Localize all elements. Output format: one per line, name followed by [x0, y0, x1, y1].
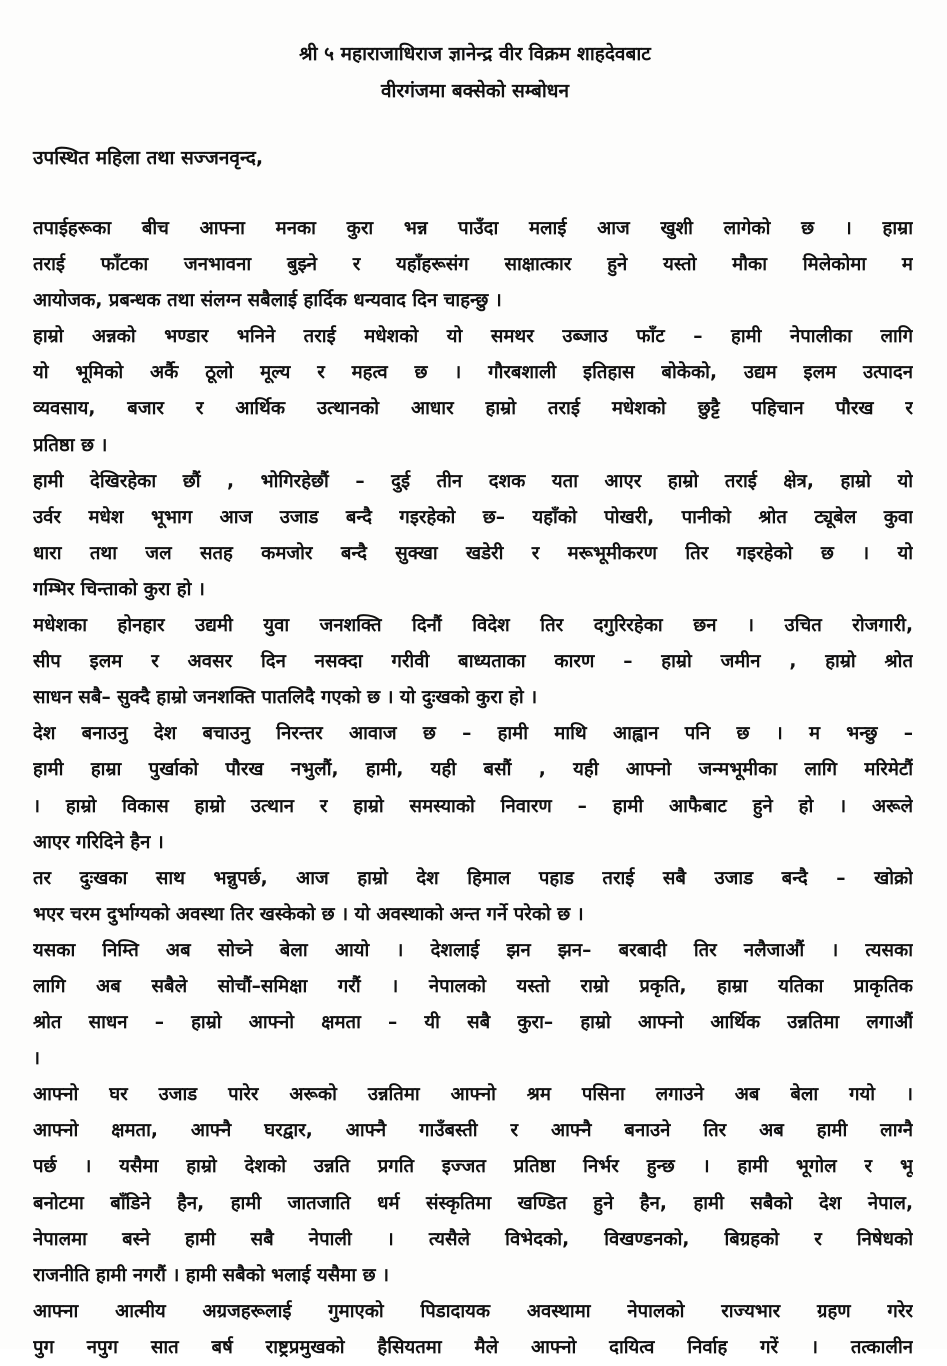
text-line: बनोटमा बाँडिने हैन, हामी जातजाति धर्म संस्कृतिमा खण्डित हुने हैन, हामी सबैको देश नेपाल,: [33, 1192, 913, 1214]
text-line: गम्भिर चिन्ताको कुरा हो ।: [33, 578, 205, 600]
document-title: [60, 36, 890, 110]
text-line: मधेशका होनहार उद्यमी युवा जनशक्ति दिनौं विदेश तिर दगुरिरहेका छन । उचित रोजगारी,: [33, 615, 913, 637]
text-line: सीप इलम र अवसर दिन नसक्दा गरीवी बाध्यताका कारण – हाम्रो जमीन , हाम्रो श्रोत: [33, 651, 913, 673]
text-line: यसका निम्ति अब सोच्ने बेला आयो । देशलाई झन झन– बरबादी तिर नलैजाऔं । त्यसका: [33, 939, 913, 961]
text-line: तपाईहरूका बीच आफ्ना मनका कुरा भन्न पाउँदा मलाई आज खुशी लागेको छ । हाम्रा: [33, 218, 913, 239]
text-line: आयोजक, प्रबन्धक तथा संलग्न सबैलाई हार्दिक धन्यवाद दिन चाहन्छु ।: [33, 290, 502, 312]
text-line: राजनीति हामी नगरौं । हामी सबैको भलाई यसैमा छ ।: [33, 1264, 390, 1286]
text-line: आएर गरिदिने हैन ।: [33, 831, 164, 853]
text-line: देश बनाउनु देश बचाउनु निरन्तर आवाज छ – हामी माथि आह्वान पनि छ । म भन्छु –: [33, 723, 913, 745]
text-line: प्रतिष्ठा छ ।: [33, 434, 108, 456]
text-line: साधन सबै– सुक्दै हाम्रो जनशक्ति पातलिदै गएको छ । यो दुःखको कुरा हो ।: [33, 687, 538, 709]
text-line: आफ्ना आत्मीय अग्रजहरूलाई गुमाएको पिडादायक अवस्थामा नेपालको राज्यभार ग्रहण गरेर: [33, 1300, 913, 1322]
text-line: ।: [33, 1048, 41, 1070]
text-line: नेपालमा बस्ने हामी सबै नेपाली । त्यसैले विभेदको, विखण्डनको, बिग्रहको र निषेधको: [33, 1228, 913, 1250]
text-line: लागि अब सबैले सोचौं–समिक्षा गरौं । नेपालको यस्तो राम्रो प्रकृति, हाम्रा यतिका प्राकृतिक: [33, 975, 913, 997]
text-line: । हाम्रो विकास हाम्रो उत्थान र हाम्रो समस्याको निवारण – हामी आफैबाट हुने हो । अरूले: [33, 795, 913, 817]
text-line: आफ्नो क्षमता, आफ्नै घरद्वार, आफ्नै गाउँबस्ती र आफ्नै बनाउने तिर अब हामी लाग्नै: [33, 1120, 913, 1142]
text-line: आफ्नो घर उजाड पारेर अरूको उन्नतिमा आफ्नो श्रम पसिना लगाउने अब बेला गयो ।: [33, 1084, 913, 1106]
text-line: उर्वर मधेश भूभाग आज उजाड बन्दै गइरहेको छ– यहाँको पोखरी, पानीको श्रोत ट्यूबेल कुवा: [33, 506, 913, 528]
text-line: हामी हाम्रा पुर्खाको पौरख नभुलौं, हामी, यही बसौं , यही आफ्नो जन्मभूमीका लागि मरिमेटौं: [33, 759, 913, 781]
text-line: यो भूमिको अर्कै ठूलो मूल्य र महत्व छ । गौरबशाली इतिहास बोकेको, उद्यम इलम उत्पादन: [33, 362, 913, 384]
text-line: श्रोत साधन – हाम्रो आफ्नो क्षमता – यी सबै कुरा– हाम्रो आफ्नो आर्थिक उन्नतिमा लगाऔं: [33, 1012, 913, 1034]
text-line: पर्छ । यसैमा हाम्रो देशको उन्नति प्रगति इज्जत प्रतिष्ठा निर्भर हुन्छ । हामी भूगोल र भू: [33, 1156, 913, 1178]
text-line: तराई फाँटका जनभावना बुझ्ने र यहाँहरूसंग साक्षात्कार हुने यस्तो मौका मिलेकोमा म: [33, 254, 913, 276]
salutation: उपस्थित महिला तथा सज्जनवृन्द,: [33, 147, 264, 169]
text-line: व्यवसाय, बजार र आर्थिक उत्थानको आधार हाम्रो तराई मधेशको छुट्टै पहिचान पौरख र: [33, 398, 913, 420]
text-line: तर दुःखका साथ भन्नुपर्छ, आज हाम्रो देश हिमाल पहाड तराई सबै उजाड बन्दै – खोक्रो: [33, 867, 913, 889]
text-line: हाम्रो अन्नको भण्डार भनिने तराई मधेशको यो समथर उब्जाउ फाँट – हामी नेपालीका लागि: [33, 326, 913, 348]
title-line-1: श्री ५ महाराजाधिराज ज्ञानेन्द्र वीर विक्रम शाहदेवबाट: [299, 43, 651, 65]
text-line: भएर चरम दुर्भाग्यको अवस्था तिर खस्केको छ । यो अवस्थाको अन्त गर्ने परेको छ ।: [33, 903, 584, 925]
text-line: धारा तथा जल सतह कमजोर बन्दै सुक्खा खडेरी र मरूभूमीकरण तिर गइरहेको छ । यो: [33, 542, 913, 564]
title-line-2: वीरगंजमा बक्सेको सम्बोधन: [380, 80, 570, 102]
text-line: हामी देखिरहेका छौं , भोगिरहेछौं – दुई तीन दशक यता आएर हाम्रो तराई क्षेत्र, हाम्रो यो: [33, 470, 913, 492]
body-text: [33, 211, 913, 1366]
text-line: पुग नपुग सात बर्ष राष्ट्रप्रमुखको हैसियतमा मैले आफ्नो दायित्व निर्वाह गरें । तत्कालीन: [33, 1336, 913, 1358]
